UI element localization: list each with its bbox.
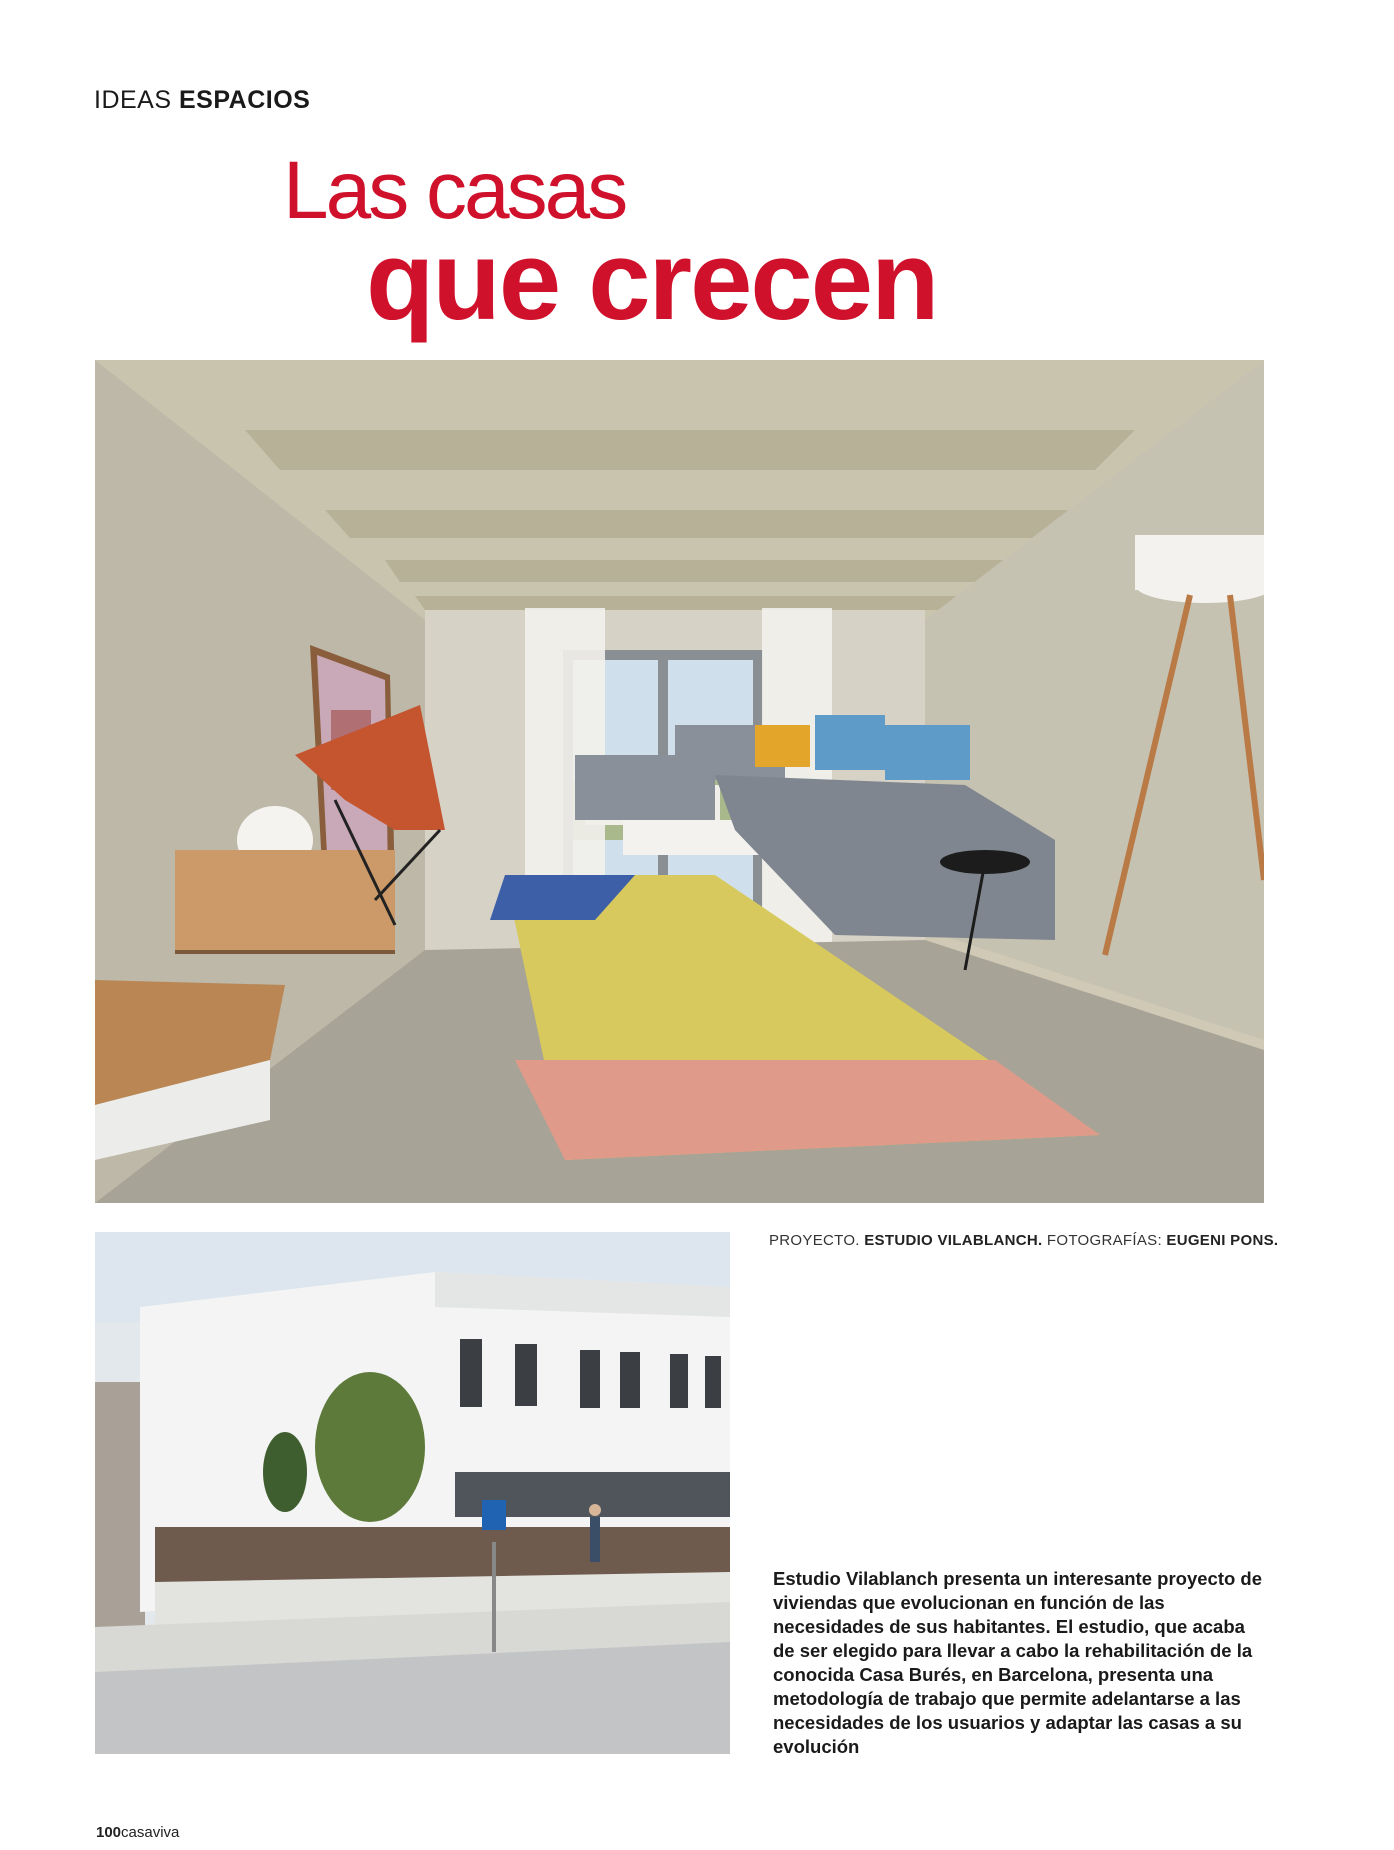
section-header bbox=[94, 86, 310, 115]
intro-paragraph: Estudio Vilablanch presenta un interesante proyecto de viviendas que evolucionan en función de las necesidades de sus habitantes. El estudio, que acaba de ser elegido para llevar a cabo la rehabilitación de la conocida Casa Burés, en Barcelona, presenta una metodología de trabajo que permite adelantarse a las necesidades de los usuarios y adaptar las casas a su evolución bbox=[773, 1568, 1263, 1757]
credit-label-project: PROYECTO. bbox=[769, 1232, 860, 1249]
living-room-photo bbox=[95, 360, 1264, 1203]
credit-value-project: ESTUDIO VILABLANCH. bbox=[864, 1232, 1043, 1249]
photo-credits bbox=[769, 1232, 1278, 1249]
section-category: IDEAS bbox=[94, 86, 172, 114]
exterior-render-photo bbox=[95, 1232, 730, 1754]
headline-line-1: Las casas bbox=[283, 145, 626, 236]
page-footer bbox=[96, 1824, 179, 1841]
magazine-name: casaviva bbox=[121, 1824, 180, 1841]
credit-label-photos: FOTOGRAFÍAS: bbox=[1046, 1232, 1162, 1249]
section-subcategory: ESPACIOS bbox=[178, 86, 311, 114]
page-number: 100 bbox=[96, 1824, 122, 1841]
headline-line-2: que crecen bbox=[366, 218, 938, 343]
credit-value-photos: EUGENI PONS. bbox=[1166, 1232, 1279, 1249]
